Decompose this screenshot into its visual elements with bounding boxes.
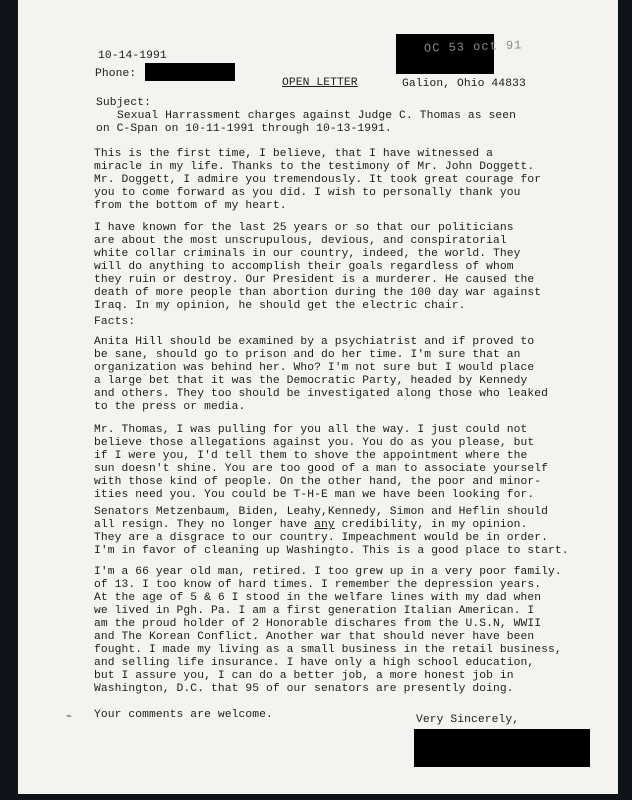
paragraph-line: they ruin or destroy. Our President is a murderer. He caused the: [94, 274, 535, 286]
paragraph-line: This is the first time, I believe, that I have witnessed a: [94, 148, 493, 160]
phone-label: Phone:: [95, 68, 137, 80]
paragraph-line: to the press or media.: [94, 401, 246, 413]
paragraph-line: am the proud holder of 2 Honorable dischares from the U.S.N, WWII: [94, 618, 542, 630]
paragraph-line: I have known for the last 25 years or so that our politicians: [94, 222, 514, 234]
paragraph-line: I'm a 66 year old man, retired. I too grew up in a very poor family.: [94, 566, 562, 578]
sender-location: Galion, Ohio 44833: [402, 78, 526, 90]
paragraph-line: Anita Hill should be examined by a psychiatrist and if proved to: [94, 336, 535, 348]
paragraph-line: if I were you, I'd tell them to shove the appointment where the: [94, 450, 528, 462]
paragraph-line: and selling life insurance. I have only a high school education,: [94, 657, 535, 669]
subject-label: Subject:: [96, 97, 152, 109]
paragraph-line: believe those allegations against you. You do as you please, but: [94, 437, 535, 449]
paragraph-line: death of more people than abortion during the 100 day war against: [94, 287, 542, 299]
paragraph-line: Mr. Thomas, I was pulling for you all the way. I just could not: [94, 424, 528, 436]
paragraph-line: but I assure you, I can do a better job, a more honest job in: [94, 670, 514, 682]
paragraph-line: At the age of 5 & 6 I stood in the welfare lines with my dad when: [94, 592, 542, 604]
redaction-signature: [414, 729, 590, 767]
paragraph-line: sun doesn't shine. You are too good of a man to associate yourself: [94, 463, 549, 475]
paragraph-line: ities need you. You could be T-H-E man we have been looking for.: [94, 489, 535, 501]
paragraph-line: you to come forward as you did. I wish to personally thank you: [94, 187, 521, 199]
paragraph-line: fought. I made my living as a small business in the retail business,: [94, 644, 562, 656]
underlined-word: any: [314, 519, 335, 531]
paragraph-line: of 13. I too know of hard times. I remember the depression years.: [94, 579, 542, 591]
paragraph-line: They are a disgrace to our country. Impeachment would be in order.: [94, 532, 549, 544]
paragraph-text: credibility, in my opinion.: [334, 519, 528, 531]
redaction-phone: [145, 63, 235, 81]
facts-label: Facts:: [94, 316, 136, 328]
paragraph-line: be sane, should go to prison and do her time. I'm sure that an: [94, 349, 521, 361]
paragraph-line: organization was behind her. Who? I'm not sure but I would place: [94, 362, 535, 374]
paragraph-line: and others. They too should be investigated along those who leaked: [94, 388, 549, 400]
paragraph-line: we lived in Pgh. Pa. I am a first generation Italian American. I: [94, 605, 535, 617]
paragraph-line: [94, 519, 527, 532]
paragraph-line: Mr. Doggett, I admire you tremendously. It took great courage for: [94, 174, 542, 186]
subject-line: Sexual Harrassment charges against Judge C. Thomas as seen: [117, 110, 516, 122]
paragraph-line: will do anything to accomplish their goals regardless of whom: [94, 261, 514, 273]
closing-line: Your comments are welcome.: [94, 709, 273, 721]
paragraph-line: from the bottom of my heart.: [94, 200, 287, 212]
paragraph-line: I'm in favor of cleaning up Washingto. This is a good place to start.: [94, 545, 569, 557]
paragraph-line: Washington, D.C. that 95 of our senators are presently doing.: [94, 683, 514, 695]
paragraph-line: Senators Metzenbaum, Biden, Leahy,Kennedy, Simon and Heflin should: [94, 506, 549, 518]
paragraph-line: and The Korean Conflict. Another war that should never have been: [94, 631, 535, 643]
letter-date: 10-14-1991: [98, 50, 167, 62]
signoff: Very Sincerely,: [416, 714, 520, 726]
paragraph-line: miracle in my life. Thanks to the testimony of Mr. John Doggett.: [94, 161, 535, 173]
paragraph-line: white collar criminals in our country, indeed, the world. They: [94, 248, 521, 260]
date-stamp: OC 53 oct 91: [423, 38, 523, 56]
paragraph-line: are about the most unscrupulous, devious, and conspiratorial: [94, 235, 507, 247]
paragraph-line: Iraq. In my opinion, he should get the electric chair.: [94, 300, 466, 312]
paragraph-text: all resign. They no longer have: [94, 519, 315, 531]
letter-title: OPEN LETTER: [282, 77, 358, 89]
margin-mark: ⌁: [66, 712, 73, 723]
paragraph-line: with those kind of people. On the other hand, the poor and minor-: [94, 476, 542, 488]
paragraph-line: a large bet that it was the Democratic Party, headed by Kennedy: [94, 375, 528, 387]
subject-line: on C-Span on 10-11-1991 through 10-13-1991.: [96, 123, 392, 135]
